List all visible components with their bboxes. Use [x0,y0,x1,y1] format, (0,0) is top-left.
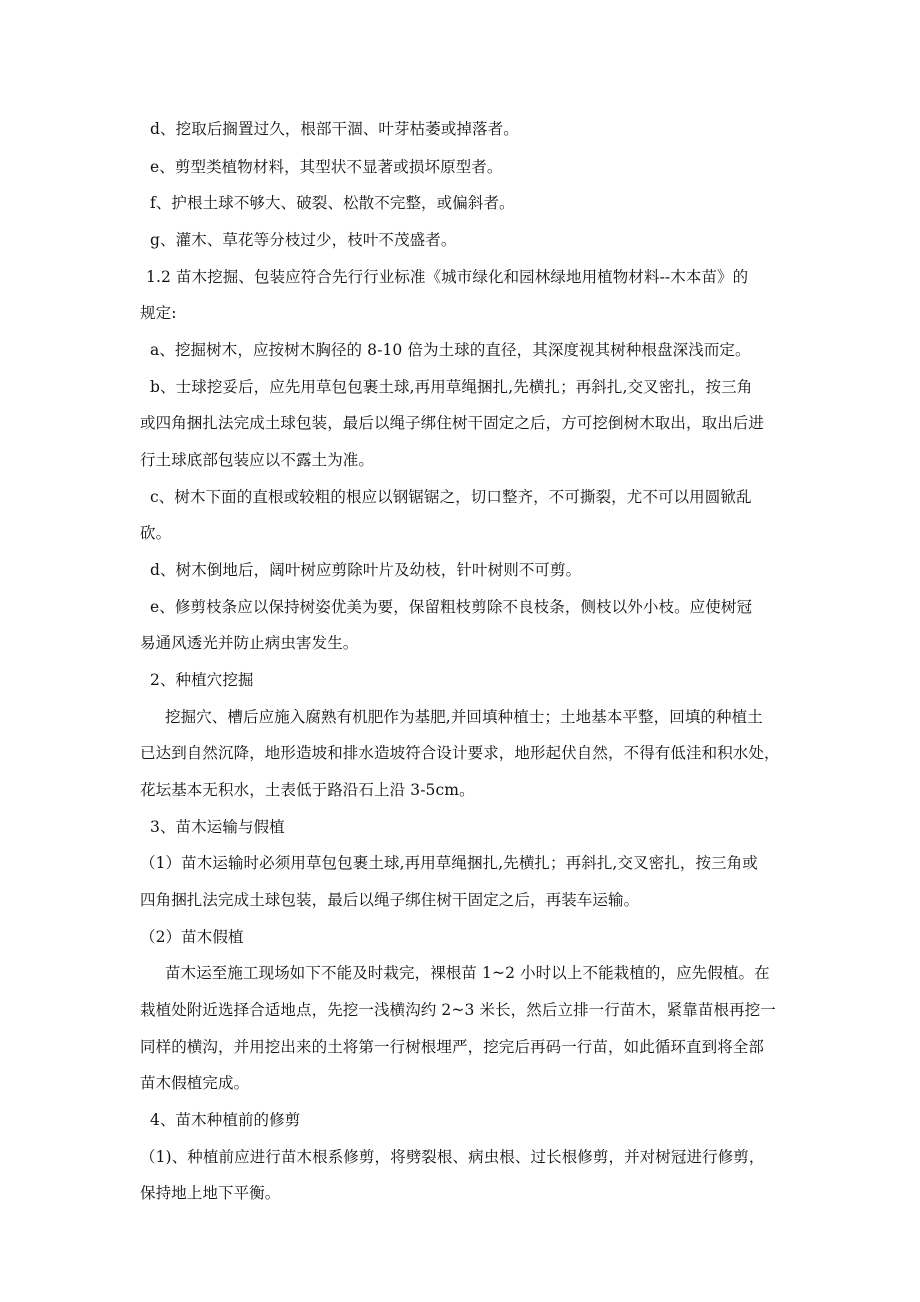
section-heading: 3、苗木运输与假植 [150,818,285,836]
text-line: 同样的横沟，并用挖出来的土将第一行树根埋严，挖完后再码一行苗，如此循环直到将全部 [140,1038,765,1056]
section-heading: 4、苗木种植前的修剪 [150,1111,301,1129]
text-line: 挖掘穴、槽后应施入腐熟有机肥作为基肥,并回填种植士；土地基本平整，回填的种植土 [165,708,763,726]
text-line: 行土球底部包装应以不露土为准。 [140,451,375,469]
text-line: 规定: [140,304,177,322]
text-line: f、护根土球不够大、破裂、松散不完整，或偏斜者。 [150,194,515,212]
text-line: e、剪型类植物材料，其型状不显著或损坏原型者。 [150,158,503,176]
text-line: b、士球挖妥后，应先用草包包裹土球,再用草绳捆扎,先横扎；再斜扎,交叉密扎，按三角 [150,378,753,396]
subsection-heading: （2）苗木假植 [140,928,244,946]
text-line: 或四角捆扎法完成土球包装，最后以绳子绑住树干固定之后，方可挖倒树木取出，取出后进 [140,414,765,432]
text-line: c、树木下面的直根或较粗的根应以钢锯锯之，切口整齐，不可撕裂，尤不可以用圆锨乱 [150,488,752,506]
section-heading: 2、种植穴挖掘 [150,671,254,689]
text-line: 砍。 [140,524,172,542]
text-line: 保持地上地下平衡。 [140,1184,281,1202]
text-line: 花坛基本无积水，土表低于路沿石上沿 3-5cm。 [140,781,475,799]
text-line: （1)、种植前应进行苗木根系修剪，将劈裂根、病虫根、过长根修剪，并对树冠进行修剪， [140,1148,765,1166]
text-line: 已达到自然沉降，地形造坡和排水造坡符合设计要求，地形起伏自然，不得有低洼和积水处， [140,744,780,762]
text-line: 易通风透光并防止病虫害发生。 [140,634,359,652]
text-line: e、修剪枝条应以保持树姿优美为要，保留粗枝剪除不良枝条，侧枝以外小枝。应使树冠 [150,598,753,616]
text-line: 1.2 苗木挖掘、包装应符合先行行业标准《城市绿化和园林绿地用植物材料--木本苗》的 [146,268,749,286]
text-line: d、挖取后搁置过久，根部干涸、叶芽枯萎或掉落者。 [150,120,519,138]
text-line: 四角捆扎法完成土球包装，最后以绳子绑住树干固定之后，再装车运输。 [140,891,640,909]
text-line: d、树木倒地后，阔叶树应剪除叶片及幼枝，针叶树则不可剪。 [150,561,582,579]
text-line: a、挖掘树木，应按树木胸径的 8-10 倍为土球的直径，其深度视其树种根盘深浅而定。 [150,341,751,359]
text-line: g、灌木、草花等分枝过少，枝叶不茂盛者。 [150,231,457,249]
text-line: 苗木运至施工现场如下不能及时栽完，裸根苗 1~2 小时以上不能栽植的，应先假植。在 [165,964,770,982]
text-line: （1）苗木运输时必须用草包包裹土球,再用草绳捆扎,先横扎；再斜扎,交叉密扎，按三角或 [140,854,758,872]
text-line: 栽植处附近选择合适地点，先挖一浅横沟约 2~3 米长，然后立排一行苗木，紧靠苗根再挖一 [140,1001,776,1019]
text-line: 苗木假植完成。 [140,1074,250,1092]
